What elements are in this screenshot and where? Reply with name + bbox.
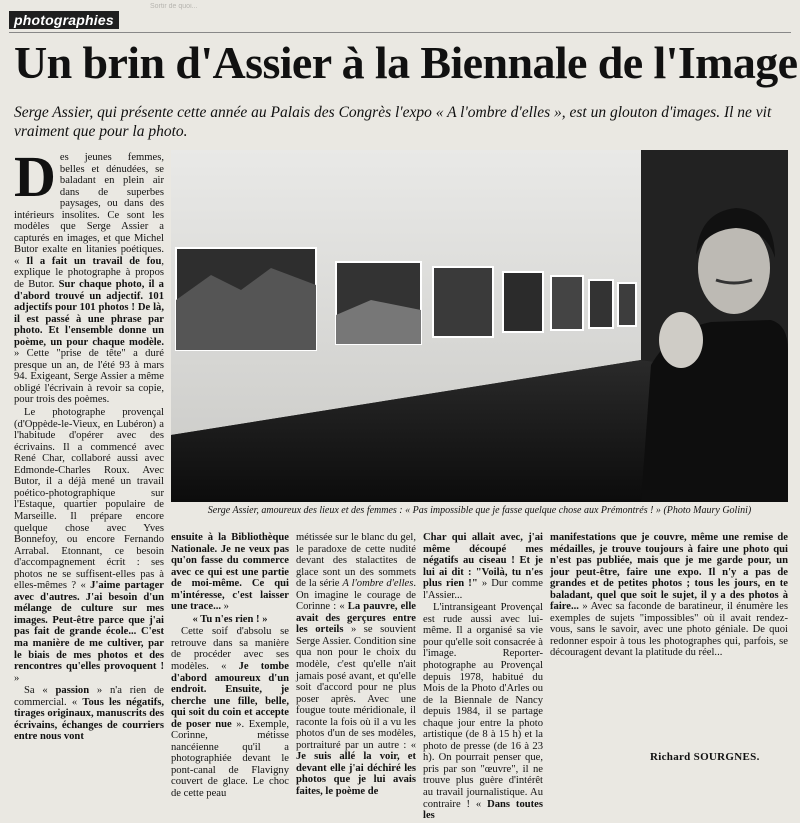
headline: Un brin d'Assier à la Biennale de l'Image bbox=[14, 37, 798, 88]
col4-text: Char qui allait avec, j'ai même découpé mes négatifs au ciseau ! Et je lui ai dit : "Voilà, tu n'es plus rien !" » Dur comme l'Assier... bbox=[423, 532, 543, 601]
paragraph-intro bbox=[14, 144, 164, 406]
article-column-1 bbox=[14, 144, 164, 744]
col1c-text: Sa « passion » n'a rien de commercial. « Tous les négatifs, tirages originaux, manuscrits des écrivains, échanges de courriers entre nous vont bbox=[14, 685, 164, 743]
article-column-5 bbox=[550, 532, 788, 660]
col1b-text: Le photographe provençal (d'Oppède-le-Vieux, en Lubéron) a l'habitude d'opérer avec des écrivains. Il a commencé avec René Char, collaboré aussi avec Edmonde-Charles Roux. Avec Butor, il a déjà mené un travail poético-photographique sur l'Estaque, quartier populaire de Marseille. Il prépare encore quelque chose avec Yves Bonnefoy, ou encore Fernando Arrabal. Etonnant, ce besoin d'accompagnement écrit : ses photos ne se suffisent-elles pas à elles-mêmes ? « J'aime partager avec d'autres. J'ai besoin d'un mélange de culture sur mes images. Peut-être parce que j'ai pas fait de grande école... C'est ma manière de me cultiver, par le biais de mes photos et des rencontres qu'elles provoquent ! » bbox=[14, 407, 164, 684]
bleed-through-text bbox=[150, 2, 790, 32]
dropcap: D bbox=[14, 144, 56, 209]
article-column-3 bbox=[296, 532, 416, 799]
col1-text: es jeunes femmes, belles et dénudées, se baladant en plein air dans de superbes paysages, ou dans des intérieurs insolites. Ce sont les modèles que Serge Assier a capturés en images, et que Michel Butor exalte en litanies poétiques. « Il a fait un travail de fou, explique le photographe à propos de Butor. Sur chaque photo, il a d'abord trouvé un adjectif. 101 adjectifs pour 101 photos ! De là, il est passé à une phrase par photo. Et l'ensemble donne un poème, un pour chaque modèle. » Cette "prise de tête" a duré presque un an, de l'été 93 à mars 94. Exigeant, Serge Assier a même obligé l'écrivain à revoir sa copie, pour trois des poèmes. bbox=[14, 152, 164, 406]
col5-text: manifestations que je couvre, même une remise de médailles, je trouve toujours à faire une photo qui n'est pas publiée, mais que je me garde pour, un jour peut-être, faire une expo. Il n'y a pas de grandes et de petites photos ; tous les jours, en te baladant, quel que soit le sujet, il y a des photos à faire... » Avec sa faconde de baratineur, il énumère les exemples de sujets "impossibles" où il avait rendez-vous, sans le savoir, avec une photo géniale. De quoi redonner espoir à tous les photographes qui, parfois, se découragent devant la platitude du réel... bbox=[550, 532, 788, 659]
byline: Richard SOURGNES. bbox=[650, 751, 760, 763]
col3-text: métissée sur le blanc du gel, le paradoxe de cette nudité devant des stalactites de glace sont un des sommets de la série A l'ombre d'elles. On imagine le courage de Corinne : « La pauvre, elle avait des gerçures entre les orteils » se souvient Serge Assier. Condition sine qua non pour le choix du modèle, c'est qu'elle n'ait jamais posé avant, et qu'elle soit d'accord pour ne plus poser après. Avec une fougue toute méridionale, il raconte la fois où il a vu les photos d'un de ses modèles, portraituré par un autre : « Je suis allé la voir, et devant elle j'ai déchiré les photos que je lui avais faites, le poème de bbox=[296, 532, 416, 798]
article-column-4 bbox=[423, 532, 543, 823]
section-tag: photographies bbox=[9, 11, 119, 29]
standfirst: Serge Assier, qui présente cette année au Palais des Congrès l'expo « A l'ombre d'elles », est un glouton d'images. Il ne vit vraiment que pour la photo. bbox=[14, 104, 772, 140]
top-rule bbox=[9, 32, 791, 33]
col2-text: ensuite à la Bibliothèque Nationale. Je ne veux pas qu'on fasse du commerce avec ce qui est une partie de moi-même. Ce qui m'intéresse, c'est laisser une trace... » bbox=[171, 532, 289, 613]
caption-text: Serge Assier, amoureux des lieux et des femmes : « Pas impossible que je fasse quelque chose aux Prémontrés ! » bbox=[207, 505, 661, 516]
caption-credit: (Photo Maury Golini) bbox=[663, 505, 752, 516]
article-photo bbox=[171, 150, 788, 502]
subhead: « Tu n'es rien ! » bbox=[192, 613, 268, 625]
bleed-right-top: Sortir de quoi... bbox=[150, 3, 198, 10]
col2b-text: Cette soif d'absolu se retrouve dans sa manière de procéder avec ses modèles. « Je tombe d'abord amoureux d'un endroit. Ensuite, je cherche une fille, belle, qui soit du coin et accepte de poser nue ». Exemple, Corinne, métisse nancéienne qu'il a photographiée devant le pont-canal de Flavigny couvert de glace. Le choc de cette peau bbox=[171, 626, 290, 800]
photo-caption bbox=[171, 505, 788, 517]
col4b-text: L'intransigeant Provençal est rude aussi avec lui-même. Il a organisé sa vie pour qu'elle soit consacrée à l'image. Reporter-photographe au Provençal depuis 1978, habitué du Mois de la Photo d'Arles ou de la Biennale de Nancy depuis 1984, il se partage chaque jour entre la photo artistique (de 8 à 15 h) et la photo de presse (de 16 à 23 h). On pourrait penser que, pris par son "œuvre", il ne trouve plus guère d'intérêt au travail journalistique. Au contraire ! « Dans toutes les bbox=[423, 602, 543, 822]
photo-illustration bbox=[171, 150, 788, 502]
article-column-2 bbox=[171, 532, 289, 801]
